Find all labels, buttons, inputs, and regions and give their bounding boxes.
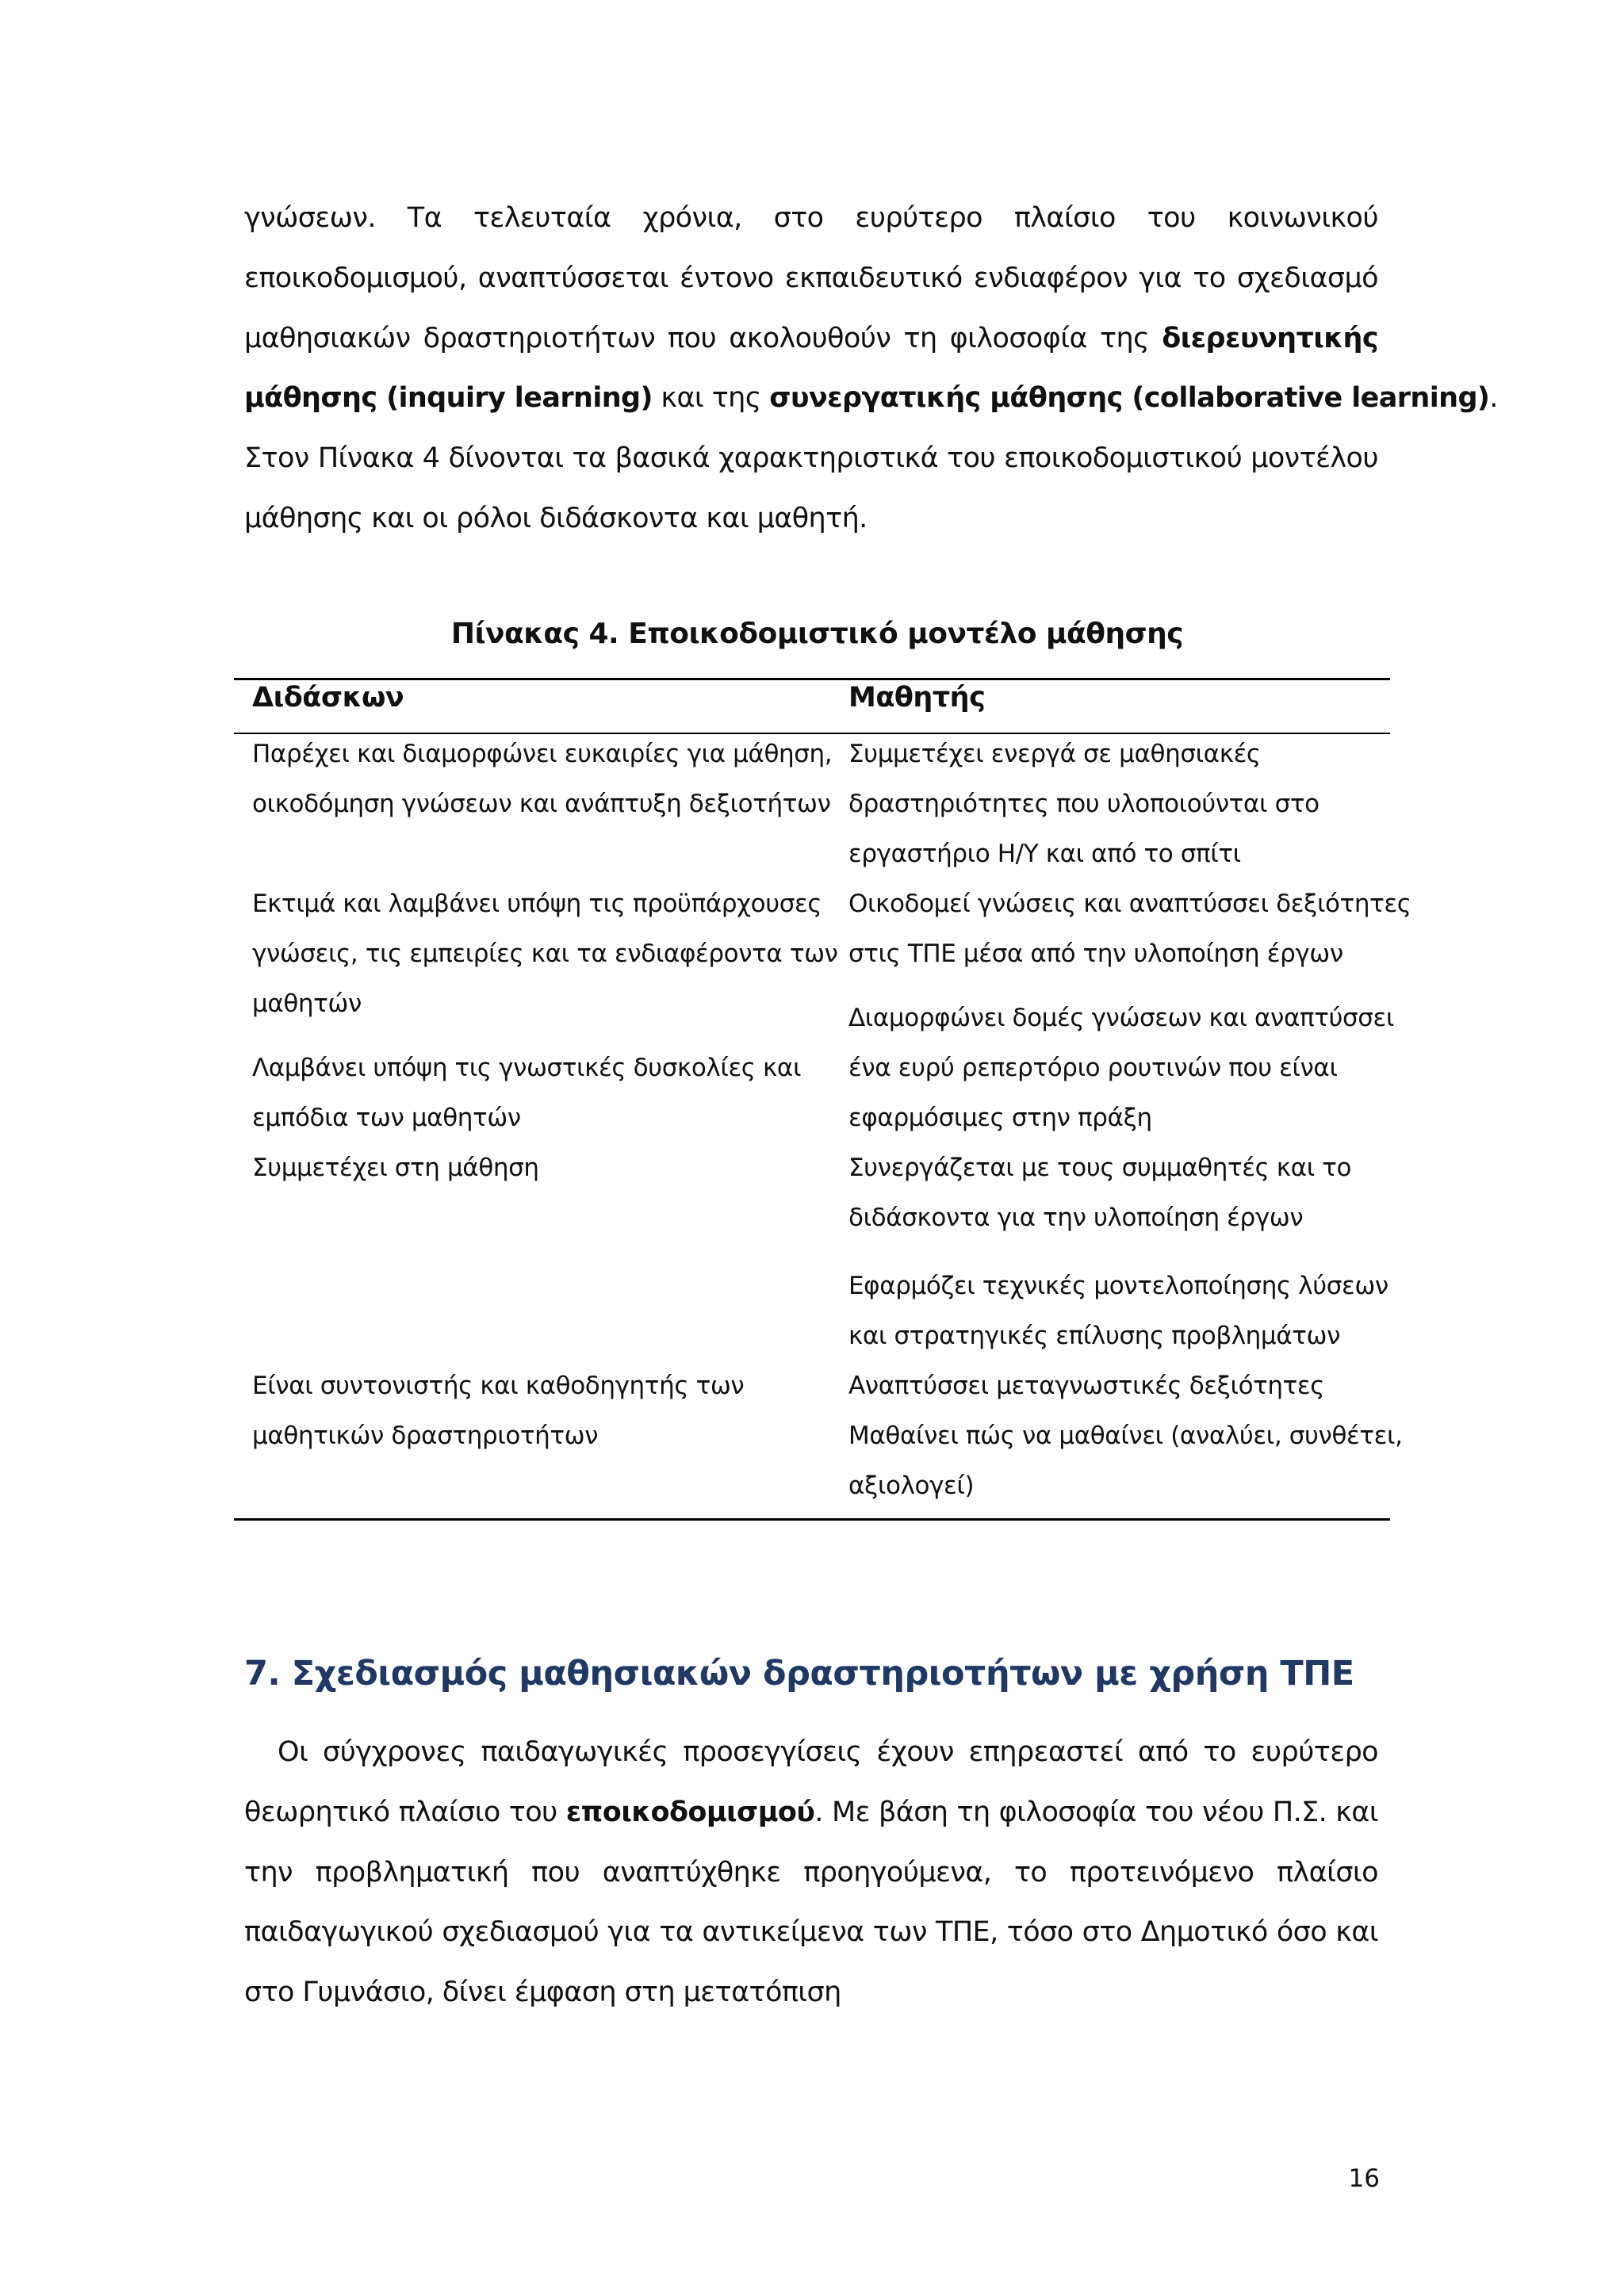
page-number: 16 [1348,2164,1380,2193]
teacher-cell-4-line-1: Συμμετέχει στη μάθηση [252,1154,539,1182]
section-line-2-rest: . Με βάση τη φιλοσοφία του νέου Π.Σ. και [814,1796,1378,1828]
teacher-cell-2-line-3: μαθητών [252,989,362,1018]
teacher-cell-3-line-2: εμπόδια των μαθητών [252,1104,521,1132]
section-line-2 [244,1783,1378,1843]
intro-line-3 [244,309,1378,369]
student-cell-3-line-3: εφαρμόσιμες στην πράξη [848,1104,1152,1132]
intro-line-2: εποικοδομισμού, αναπτύσσεται έντονο εκπαιδευτικό ενδιαφέρον για το σχεδιασμό [244,262,1378,294]
student-cell-5 [848,1261,1388,1361]
teacher-cell-5-line-1: Είναι συντονιστής και καθοδηγητής των [252,1372,745,1400]
term-inquiry: διερευνητικής [1162,322,1378,354]
student-cell-1-line-2: δραστηριότητες που υλοποιούνται στο [848,790,1320,818]
intro-paragraph [244,189,1498,549]
teacher-cell-1 [252,729,832,829]
section-line-5: στο Γυμνάσιο, δίνει έμφαση στη μετατόπιση [244,1976,841,2009]
teacher-cell-5-line-2: μαθητικών δραστηριοτήτων [252,1422,599,1450]
section-paragraph [244,1723,1378,2023]
table-header-student: Μαθητής [848,682,986,714]
section-line-3: την προβληματική που αναπτύχθηκε προηγούμενα, το προτεινόμενο πλαίσιο [244,1856,1378,1888]
student-cell-1-line-3: εργαστήριο Η/Υ και από το σπίτι [848,840,1241,868]
student-cell-1 [848,729,1320,879]
student-cell-4-line-1: Συνεργάζεται με τους συμμαθητές και το [848,1154,1352,1182]
term-constructivism: εποικοδομισμού [565,1796,815,1828]
intro-line-4-text: και της [652,382,770,415]
student-cell-2-line-1: Οικοδομεί γνώσεις και αναπτύσσει δεξιότητες [848,890,1411,918]
student-cell-2-line-2: στις ΤΠΕ μέσα από την υλοποίηση έργων [848,939,1343,968]
teacher-cell-5 [252,1361,744,1461]
teacher-cell-1-line-1: Παρέχει και διαμορφώνει ευκαιρίες για μάθηση, [252,740,833,768]
teacher-cell-2 [252,879,838,1029]
student-cell-3-line-1: Διαμορφώνει δομές γνώσεων και αναπτύσσει [848,1004,1394,1032]
student-cell-3 [848,993,1394,1143]
teacher-cell-1-line-2: οικοδόμηση γνώσεων και ανάπτυξη δεξιοτήτων [252,790,831,818]
student-cell-7 [848,1411,1403,1511]
student-cell-6 [848,1361,1324,1411]
term-collaborative-learning: συνεργατικής μάθησης (collaborative learning) [769,382,1490,415]
section-line-1: Οι σύγχρονες παιδαγωγικές προσεγγίσεις έχουν επηρεαστεί από το ευρύτερο [278,1736,1378,1768]
teacher-cell-2-line-2: γνώσεις, τις εμπειρίες και τα ενδιαφέροντα των [252,939,838,968]
term-inquiry-learning: μάθησης (inquiry learning) [244,382,653,415]
table-caption: Πίνακας 4. Εποικοδομιστικό μοντέλο μάθησης [450,618,1184,650]
teacher-cell-4 [252,1143,539,1193]
student-cell-4-line-2: διδάσκοντα για την υλοποίηση έργων [848,1203,1304,1232]
teacher-cell-3 [252,1043,801,1143]
intro-line-3-text: μαθησιακών δραστηριοτήτων που ακολουθούν τη φιλοσοφία της [244,322,1162,354]
intro-line-6: μάθησης και οι ρόλοι διδάσκοντα και μαθητή. [244,502,868,534]
table-header-teacher: Διδάσκων [252,682,404,714]
student-cell-4 [848,1143,1351,1243]
intro-line-4-end: . [1489,382,1498,415]
table-bottom-rule [234,1518,1390,1521]
teacher-cell-2-line-1: Εκτιμά και λαμβάνει υπόψη τις προϋπάρχουσες [252,890,822,918]
section-line-4: παιδαγωγικού σχεδιασμού για τα αντικείμενα των ΤΠΕ, τόσο στο Δημοτικό όσο και [244,1916,1378,1949]
student-cell-1-line-1: Συμμετέχει ενεργά σε μαθησιακές [848,740,1261,768]
student-cell-7-line-2: αξιολογεί) [848,1471,975,1500]
intro-line-5: Στον Πίνακα 4 δίνονται τα βασικά χαρακτηριστικά του εποικοδομιστικού μοντέλου [244,442,1378,475]
student-cell-3-line-2: ένα ευρύ ρεπερτόριο ρουτινών που είναι [848,1054,1338,1082]
student-cell-6-line-1: Αναπτύσσει μεταγνωστικές δεξιότητες [848,1372,1325,1400]
table-top-rule [234,678,1390,680]
teacher-cell-3-line-1: Λαμβάνει υπόψη τις γνωστικές δυσκολίες και [252,1054,802,1082]
student-cell-7-line-1: Μαθαίνει πώς να μαθαίνει (αναλύει, συνθέτει, [848,1422,1403,1450]
section-line-2-text: θεωρητικό πλαίσιο του [244,1796,566,1828]
student-cell-2 [848,879,1411,979]
section-heading: 7. Σχεδιασμός μαθησιακών δραστηριοτήτων με χρήση ΤΠΕ [244,1654,1354,1693]
intro-line-4 [244,369,1498,429]
student-cell-5-line-2: και στρατηγικές επίλυσης προβλημάτων [848,1322,1341,1350]
student-cell-5-line-1: Εφαρμόζει τεχνικές μοντελοποίησης λύσεων [848,1272,1388,1300]
intro-line-1: γνώσεων. Τα τελευταία χρόνια, στο ευρύτερο πλαίσιο του κοινωνικού [244,202,1378,234]
